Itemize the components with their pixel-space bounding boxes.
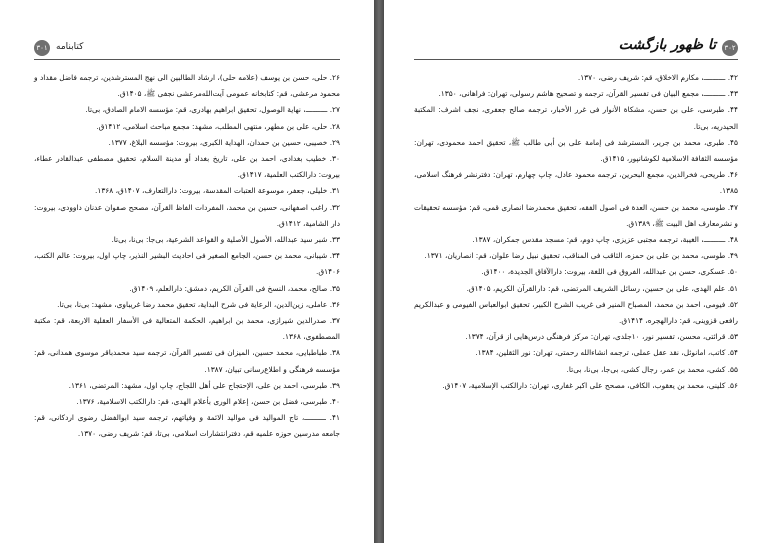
right-page [384, 0, 768, 543]
bibliography-entry: ۳۸. طباطبایی، محمد حسین، المیزان فی تفسیر القرآن، ترجمه سید محمدباقر موسوی همدانی، قم: مؤسسه فرهنگی و اطلاع‌رسانی تبیان، ۱۳۸۷. [34, 348, 340, 374]
bibliography-entry: ۳۴. شیبانی، محمد بن حسن، الجامع الصغیر فی احادیث البشیر النذیر، چاپ اول، بیروت: عالم الکتب، ۱۴۰۶ق. [34, 251, 340, 277]
bibliography-entry: ۵۶. کلینی، محمد بن یعقوب، الکافی، مصحح علی اکبر غفاری، تهران: دارالکتب الإسلامیة، ۱۴۰۷ق. [442, 380, 738, 390]
bibliography-entry: ۵۴. کاتب، امانوئل، نقد عقل عملی، ترجمه انشاءالله رحمتی، تهران: نور الثقلین، ۱۳۸۴. [475, 348, 738, 358]
running-header-title: کتابنامه [56, 42, 84, 52]
bibliography-entry: ۵۵. کشی، محمد بن عمر، رجال کشی، بی‌جا، بی‌نا، بی‌تا. [566, 364, 738, 374]
bibliography-entry: ۴۲. ــــــــــ، مکارم الاخلاق، قم: شریف رضی، ۱۳۷۰. [577, 73, 738, 82]
book-gutter [374, 0, 384, 543]
bibliography-entry: ۳۲. راغب اصفهانی، حسین بن محمد، المفردات الفاظ القرآن، مصحح صفوان عدنان داوودی، بیروت: دار الشامیة، ۱۴۱۲ق. [34, 202, 340, 228]
right-page-header [414, 37, 738, 60]
bibliography-entry: ۴۶. طریحی، فخرالدین، مجمع البحرین، ترجمه محمود عادل، چاپ چهارم، تهران: دفترنشر فرهنگ اسلامی، ۱۳۸۵. [414, 170, 738, 196]
bibliography-entry: ۳۵. صالح، محمد، النسخ فی القرآن الکریم، دمشق: دارالعلم، ۱۴۰۹ق. [129, 283, 340, 293]
bibliography-entry: ۳۰. خطیب بغدادی، احمد بن علی، تاریخ بغداد أو مدینة السلام، تحقیق مصطفی عبدالقادر عطاء، بیروت: دارالکتب العلمیة، ۱۴۱۷ق. [34, 154, 340, 180]
bibliography-list [34, 70, 340, 443]
bibliography-entry: ۲۹. خصیبی، حسین بن حمدان، الهدایة الکبری، بیروت: مؤسسه البلاغ، ۱۳۷۷. [108, 137, 340, 147]
page-number-badge: ۳۰۱ [34, 40, 50, 56]
bibliography-entry: ۴۵. طبری، محمد بن جریر، المسترشد فی إمامة علی بن أبی طالب ﷺ، تحقیق احمد محمودی، تهران: مؤسسه الثقافة الاسلامیة لکوشانپور، ۱۴۱۵ق. [414, 137, 738, 164]
bibliography-entry: ۴۸. ــــــــــ، الغیبة، ترجمه مجتبی عزیزی، چاپ دوم، قم: مسجد مقدس جمکران، ۱۳۸۷. [472, 235, 738, 245]
bibliography-entry: ۵۲. فیومی، احمد بن محمد، المصباح المنیر فی غریب الشرح الکبیر، تحقیق ابوالعباس الفیومی و عبدالکریم رافعی قزوینی، قم: دارالهجره، ۱۴۱۴ق. [414, 299, 738, 326]
bibliography-entry: ۳۳. شبر سید عبدالله، الأصول الأصلیة و القواعد الشرعیة، بی‌جا: بی‌نا، بی‌تا. [111, 235, 340, 245]
bibliography-entry: ۴۴. طبرسی، علی بن حسن، مشکاة الأنوار فی غرر الأخبار، ترجمه صالح جعفری، نجف اشرف: المکتبة الحیدریه، بی‌تا. [414, 105, 738, 131]
bibliography-entry: ۲۶. حلی، حسن بن یوسف (علامه حلی)، ارشاد الطالبین الی نهج المسترشدین، ترجمه فاضل مقداد و محمود مرعشی، قم: کتابخانه عمومی آیت‌الله‌مرعشی نجفی ﷺ، ۱۴۰۵ق. [34, 73, 340, 99]
bibliography-entry: ۵۱. علم الهدی، علی بن حسین، رسائل الشریف المرتضی، قم: دارالقرآن الکریم، ۱۴۰۵ق. [466, 283, 738, 293]
header-rule [414, 59, 738, 60]
bibliography-entry: ۳۹. طبرسی، احمد بن علی، الإحتجاج علی أهل اللجاج، چاپ اول، مشهد: المرتضی، ۱۳۶۱. [68, 380, 340, 390]
bibliography-entry: ۴۷. طوسی، محمد بن حسن، العدة فی اصول الفقه، تحقیق محمدرضا انصاری قمی، قم: مؤسسه تحقیقات و نشرمعارف اهل البیت ﷺ، ۱۳۸۹ق. [414, 202, 738, 228]
bibliography-entry: ۳۷. صدرالدین شیرازی، محمد بن ابراهیم، الحکمة المتعالیة فی الأسفار العقلیة الاربعة، قم: مکتبة المصطفوی، ۱۳۶۸. [34, 316, 340, 342]
bibliography-entry: ۲۷. ــــــــــ، نهایة الوصول، تحقیق ابراهیم بهادری، قم: مؤسسه الامام الصادق، بی‌تا. [85, 105, 340, 115]
bibliography-entry: ۴۰. طبرسی، فضل بن حسن، إعلام الوری بأعلام الهدی، قم: دارالکتب الاسلامیة، ۱۳۷۶. [76, 397, 340, 407]
bibliography-entry: ۲۸. حلی، علی بن مطهر، منتهی المطلب، مشهد: مجمع مباحث اسلامی، ۱۴۱۲ق. [96, 121, 340, 131]
bibliography-entry: ۵۰. عسکری، حسن بن عبدالله، الفروق فی اللغة، بیروت: دارالآفاق الجدیدة، ۱۴۰۰ق. [481, 267, 738, 277]
header-rule [34, 59, 340, 60]
bibliography-entry: ۳۶. عاملی، زین‌الدین، الرعایة فی شرح البدایة، تحقیق محمد رضا غریباوی، مشهد: بی‌نا، بی‌تا. [57, 299, 340, 309]
bibliography-list [414, 70, 738, 394]
bibliography-entry: ۴۳. ــــــــــ، مجمع البیان فی تفسیر القرآن، ترجمه و تصحیح هاشم رسولی، تهران: فراهانی، ۱۳۵۰. [438, 89, 738, 99]
left-page-header [34, 40, 340, 60]
bibliography-entry: ۳۱. خلیلی، جعفر، موسوعة العتبات المقدسة، بیروت: دارالتعارف، ۱۴۰۷ق، ۱۳۶۸. [95, 186, 340, 196]
page-number-badge: ۳۰۲ [722, 40, 738, 56]
bibliography-entry: ۵۳. قرائتی، محسن، تفسیر نور، ۱۰جلدی، تهران: مرکز فرهنگی درس‌هایی از قرآن، ۱۳۷۴. [465, 332, 738, 342]
left-page [0, 0, 374, 543]
bibliography-entry: ۴۱. ــــــــــ، تاج الموالید فی موالید الائمة و وفیاتهم، ترجمه سید ابوالفضل رضوی اردکانی، قم: جامعه مدرسین حوزه علمیه قم، دفترانتشارات اسلامی، بی‌تا، قم: شریف رضی، ۱۳۷۰. [34, 413, 340, 439]
running-header-title: تا ظهور بازگشت [618, 37, 716, 53]
bibliography-entry: ۴۹. طوسی، محمد بن علی بن حمزه، الثاقب فی المناقب، تحقیق نبیل رضا علوان، قم: انصاریان، ۱۳۷۱. [424, 251, 738, 261]
